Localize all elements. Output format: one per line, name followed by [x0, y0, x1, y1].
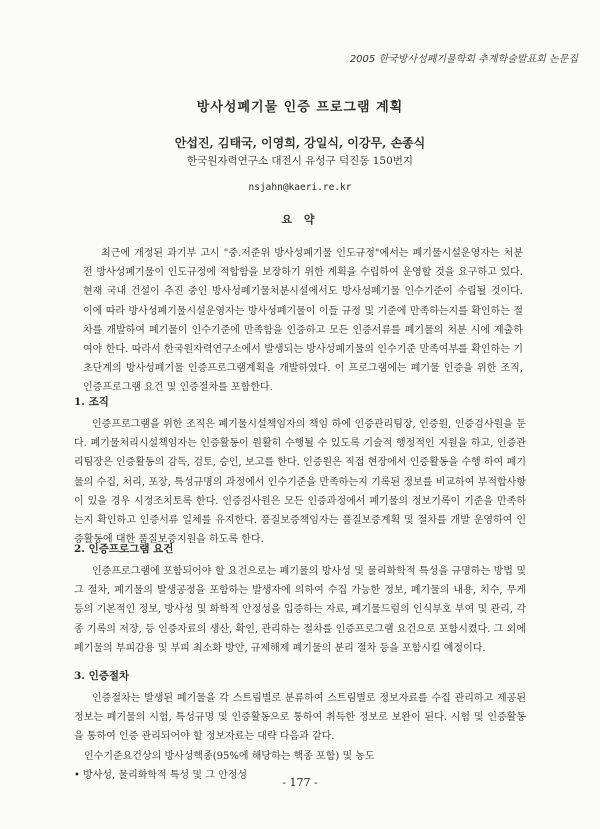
paper-title: 방사성폐기물 인증 프로그램 계획	[196, 100, 404, 115]
abstract-body	[83, 244, 523, 398]
author-list: 안섭진, 김태국, 이영희, 강일식, 이강무, 손종식	[174, 136, 426, 150]
section-heading: 3. 인증절차	[74, 670, 130, 682]
conference-header: 2005 한국방사성폐기물학회 추계학술발표회 논문집	[349, 54, 578, 65]
section-heading: 1. 조직	[74, 396, 109, 408]
section-body: 인증프로그램에 포함되어야 할 요건으로는 폐기물의 방사성 및 물리화학적 특성을 규명하는 방법 및 그 절차, 폐기물의 발생공정을 포함하는 발생자에 의하여 수집 가능한 정보, 폐기물의 내용, 치수, 무게 등의 기본적인 정보, 방사성 및 화학적 안정성을 입증하는 자료, 폐기물드럼의 인식부호 부여 및 관리, 각종 기록의 저장, 등 인증자료의 생산, 확인, 관리하는 절차를 인증프로그램 요건으로 포함시켰다. 그 외에 폐기물의 부피감용 및 부피 최소화 방안, 규제해제 폐기물의 분리 절차 등을 포함시킬 예정이다.	[74, 566, 526, 654]
section-body: 인증프로그램을 위한 조직은 폐기물시설책임자의 책임 하에 인증관리팀장, 인증원, 인증검사원을 둔다. 폐기물처리시설책임자는 인증활동이 원활히 수행될 수 있도록 기술적 행정적인 지원을 하고, 인증관리팀장은 인증활동의 감독, 검토, 승인, 보고를 한다. 인증원은 직접 현장에서 인증활동을 수행 하여 폐기물의 수집, 처리, 포장, 특성규명의 과정에서 인수기준을 만족하는지 기록된 정보를 비교하여 부적합사항이 있을 경우 시정조치토록 한다. 인증검사원은 모든 인증과정에서 폐기물의 정보기록이 기준을 만족하는지 확인하고 인증서류 일체를 유지한다. 품질보증책임자는 품질보증계획 및 절차를 개발 운영하여 인증활동에 대한 품질보증지원을 하도록 한다.	[74, 419, 526, 546]
contact-email: nsjahn@kaeri.re.kr	[248, 182, 352, 193]
abstract-heading: 요 약	[281, 213, 319, 226]
list-item: 인수기준요건상의 방사성핵종(95%에 해당하는 핵종 포함) 및 농도	[84, 750, 375, 762]
section-program-requirements	[74, 541, 526, 658]
page-number: - 177 -	[282, 776, 318, 789]
section-certification-procedure	[74, 668, 526, 785]
list-item: • 방사성, 물리화학적 특성 및 그 안정성	[74, 769, 248, 781]
section-heading: 2. 인증프로그램 요건	[74, 543, 174, 555]
affiliation: 한국원자력연구소 대전시 유성구 덕진동 150번지	[186, 155, 414, 167]
abstract-text: 최근에 개정된 과기부 고시 "중.저준위 방사성폐기물 인도규정"에서는 폐기물시설운영자는 처분 전 방사성폐기물이 인도규정에 적합함을 보장하기 위한 계획을 수립하여 운영할 것을 요구하고 있다. 현재 국내 건설이 추진 중인 방사성폐기물처분시설에서도 방사성폐기물 인수기준이 수립될 것이다. 이에 따라 방사성폐기물시설운영자는 방사성폐기물이 이들 규정 및 기준에 만족하는지를 확인하는 절차를 개발하여 폐기물이 인수기준에 만족함을 인증하고 모든 인증서류를 폐기물의 처분 시에 제출하여야 한다. 따라서 한국원자력연구소에서 발생되는 방사성폐기물의 인수기준 만족여부를 확인하는 기초단계의 방사성폐기물 인증프로그램계획을 개발하였다. 이 프로그램에는 폐기물 인증을 위한 조직, 인증프로그램 요건 및 인증절차를 포함한다.	[83, 248, 523, 394]
section-organization	[74, 394, 526, 549]
section-body: 인증절차는 발생된 폐기물을 각 스트림별로 분류하여 스트림별로 정보자료를 수집 관리하고 제공된 정보는 폐기물의 시험, 특성규명 및 인증활동으로 통하여 취득한 정보로 보완이 된다. 시험 및 인증활동을 통하여 인증 관리되어야 할 정보자료는 대략 다음과 같다.	[74, 693, 526, 743]
